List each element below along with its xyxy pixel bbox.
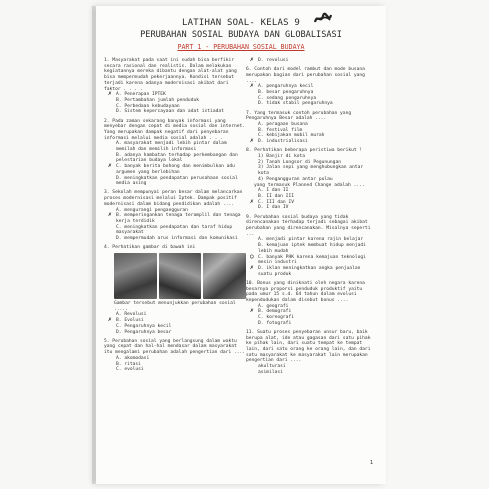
question-text: 11. Suatu proses penyebaran unsur baru, baik berupa alat, ide atau gagasan dari satu pihak ke pihak lain, dari suatu tempat ke tempat lain, dari satu orang ke orang lain, dan dari satu masyarakat ke masyarakat lain merupakan pengertian dari .... — [246, 329, 371, 364]
question-2 — [104, 119, 246, 187]
right-column — [246, 58, 374, 379]
question-7 — [246, 111, 374, 145]
option-c: C. Pengaruhnya kecil — [116, 323, 172, 329]
option-a: akulturasi — [258, 364, 286, 370]
option-b: B. kemajuan iptek membuat hidup menjadi lebih mudah — [258, 243, 366, 254]
statement-item: 3) Jalan sepi yang menghubungkan antar kota — [258, 165, 364, 177]
worksheet-subtitle: PERUBAHAN SOSIAL BUDAYA DAN GLOBALISASI — [140, 30, 342, 40]
question-text: 6. Contoh dari model rambut dan mode busana merupakan bagian dari perubahan sosial yang .... — [246, 67, 365, 84]
question-4 — [104, 245, 246, 335]
option-d: D. I dan IV — [258, 205, 289, 211]
option-d: ✗ D. industrialisasi — [250, 137, 308, 145]
option-b: ✗ B. Evolusi — [108, 316, 144, 324]
question-prompt: yang termasuk Planned Change adalah .... — [254, 182, 365, 188]
option-d: D. Pengaruhnya besar — [116, 329, 172, 335]
option-d: D. meningkatkan pendapatan perusahaan sosial media asing — [116, 175, 238, 187]
answer-mark-icon: ○ — [250, 252, 254, 260]
question-text: 5. Perubahan sosial yang berlangsung dalam waktu yang cepat dan hal-hal mendasar dalam masyarakat itu mengalami perubahan adalah pengertian dari .... — [104, 338, 246, 356]
option-b: ✗ B. memperingankan tenaga teramplil dan tenaga kerja terdidik — [108, 211, 241, 224]
question-3 — [104, 190, 246, 241]
option-a: A. I dan II — [258, 188, 289, 194]
image-caption: Gambar tersebut menunjukkan perubahan sosial ..... — [114, 301, 236, 312]
option-c: C. koreografi — [258, 315, 294, 321]
statement-item: 2) Tanah Longsor di Pegunungan — [258, 159, 341, 165]
question-text: 9. Perubahan sosial budaya yang tidak direncanakan terhadap terjadi sebagai akibat perubahan yang direncanakan. Misalnya seperti ... — [246, 214, 371, 237]
statement-item: 4) Pengangguran antar pulau — [258, 176, 333, 182]
option-a: A. Revolusi — [116, 312, 147, 318]
option-c: C. meningkatkan pendapatan dan taraf hidup masyarakat — [116, 224, 233, 236]
question-text: 1. Masyarakat pada saat ini sudah bisa berfikir secara rasional dan realistis. Dalam melakukan kegiatannya mereka dibantu dengan alat-alat yang bisa mempermudah pekerjaannya. Kondisi tersebut terjadi karena adanya modernisasi akibat dari faktor . . . . — [104, 58, 237, 92]
option-a: A. masyarakat menjadi lebih pintar dalam memilah dan memilih informasi — [116, 141, 227, 153]
ink-scribble — [313, 12, 333, 26]
question-5-continued — [246, 58, 374, 64]
option-a: ✗ A. Penerapan IPTEK — [108, 90, 166, 98]
option-d: ✗ D. revolusi — [250, 56, 289, 63]
question-text: 4. Perhatikan gambar di bawah ini — [104, 245, 196, 251]
option-c: C. Perbedaan kebudayaan — [116, 103, 180, 109]
option-b: B. ritasi — [116, 361, 141, 367]
question-9 — [246, 215, 374, 278]
option-b: asimilasi — [258, 369, 283, 375]
option-c: ✗ C. III dan IV — [250, 197, 294, 205]
option-c: C. kebijakan mobil murah — [258, 133, 325, 139]
worksheet-title: LATIHAN SOAL- KELAS 9 — [182, 18, 300, 28]
option-a: A. akomodasi — [116, 355, 150, 361]
answer-mark-icon: ✗ — [108, 316, 112, 324]
option-d: D. fotografi — [258, 320, 292, 326]
option-b: B. Pertambahan jumlah penduduk — [116, 97, 199, 103]
photo-panel — [159, 253, 202, 299]
option-d: D. Sistem kepercayaan dan adat istiadat — [116, 109, 224, 115]
option-a: A. mengurangi pengangguran — [116, 207, 188, 213]
option-d: D. mempermudah arus informasi dan komunikasi — [116, 236, 238, 242]
option-b: B. festival film — [258, 127, 303, 133]
answer-mark-icon: ✗ — [250, 197, 254, 205]
option-c: C. evolusi — [116, 367, 144, 373]
answer-mark-icon: ✗ — [250, 82, 254, 90]
statement-item: 1) Banjir di kota — [258, 154, 306, 160]
option-c: C. sedang pengaruhnya — [258, 95, 317, 101]
option-b: B. adanya hambatan terhadap perkembangan dan pelestarian budaya lokal — [116, 152, 238, 164]
option-a: ✗ A. pengaruhnya kecil — [250, 82, 314, 90]
question-5 — [104, 339, 246, 373]
option-b: B. II dan III — [258, 193, 294, 199]
option-c: ✗ C. banyak berita bohong dan menimbulkan adu argumen yang berlebihan — [108, 162, 235, 175]
option-c: ○ C. banyak PHK karena kemajuan teknologi mesin industri — [250, 252, 366, 266]
answer-mark-icon: ✗ — [108, 162, 112, 170]
answer-mark-icon: ✗ — [108, 211, 112, 219]
photo-panel — [114, 253, 157, 299]
option-b: ✗ B. demografi — [250, 307, 292, 315]
answer-mark-icon: ✗ — [250, 307, 254, 315]
question-6 — [246, 67, 374, 107]
option-a: A. geografi — [258, 303, 289, 309]
option-d: D. tidak stabil pengaruhnya — [258, 101, 333, 107]
option-a: A. peragaan busana — [258, 122, 308, 128]
answer-mark-icon: ✗ — [250, 56, 254, 63]
question-10 — [246, 281, 374, 327]
page-number: 1 — [370, 460, 374, 466]
question-1 — [104, 58, 246, 115]
question-text: 10. Bonus yang diniknati oleh negara karena besarnya proporsi penduduk produktif yaitu pada umur 15 s.d. 64 tahun dalam evolusi kependudukan dalam disebut bonus .... — [246, 280, 365, 303]
question-11 — [246, 330, 374, 376]
photo-panel — [203, 253, 246, 299]
answer-mark-icon: ✗ — [108, 90, 112, 98]
question-text: 3. Sekolah mempunyai peran besar dalam melancarkan proses modernisasi melalui Iptek. Dampak positif modernisasi dalam bidang pendidikan adalah .... — [104, 190, 243, 207]
option-a: A. menjadi pintar karena rajin belajar — [258, 237, 364, 243]
question-text: 7. Yang termasuk contoh perubahan yang Pengaruhnya Besar adalah .... — [246, 110, 352, 122]
answer-mark-icon: ✗ — [250, 263, 254, 271]
question-8 — [246, 148, 374, 211]
option-b: B. besar pengaruhnya — [258, 90, 314, 96]
answer-mark-icon: ✗ — [250, 137, 254, 145]
question-image — [114, 253, 246, 299]
part-heading: PART 1 - PERUBAHAN SOSIAL BUDAYA — [177, 43, 305, 51]
option-d: ✗ D. iklan meningkatkan angka penjualan suatu produk — [250, 263, 361, 277]
left-column — [104, 58, 246, 376]
question-text: 2. Pada zaman sekarang banyak informasi yang menyebar dengan cepat di media sosial dan internet. Yang merupakan dampak negatif dari penyebaran informasi melalui media sosial adalah . . . — [104, 118, 246, 141]
question-text: 8. Perhatikan beberapa peristiwa berikut ! — [246, 148, 363, 154]
